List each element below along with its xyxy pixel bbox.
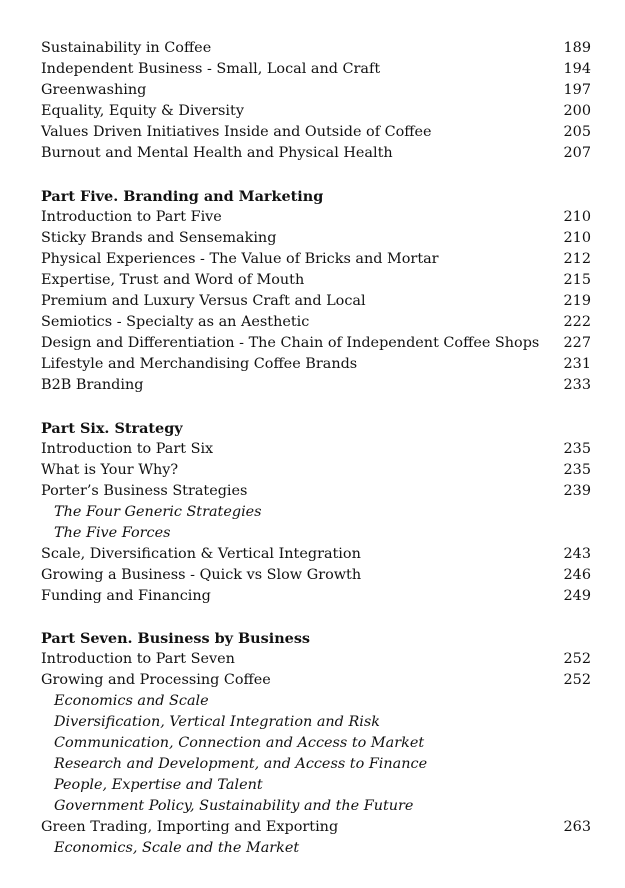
toc-entry-page: 222 [563, 314, 591, 330]
toc-entry [41, 544, 591, 565]
toc-entry-page: 233 [563, 377, 591, 393]
toc-subentry [41, 523, 591, 544]
toc-subentry-title: Communication, Connection and Access to Market [54, 735, 425, 751]
toc-entry-title: Introduction to Part Seven [41, 651, 235, 667]
toc-entry-page: 197 [563, 82, 591, 98]
toc-entry-title: What is Your Why? [41, 462, 179, 478]
toc-entry-page: 219 [563, 293, 591, 309]
toc-entry-page: 215 [563, 272, 591, 288]
toc-entry [41, 80, 591, 101]
toc-entry-page: 249 [563, 588, 591, 604]
toc-entry-title: Introduction to Part Five [41, 209, 222, 225]
toc-entry-title: Porter’s Business Strategies [41, 483, 248, 499]
toc-entry-page: 212 [563, 251, 591, 267]
toc-entry-title: Funding and Financing [41, 588, 211, 604]
toc-entry-title: Semiotics - Specialty as an Aesthetic [41, 314, 310, 330]
toc-entry-page: 200 [563, 103, 591, 119]
toc-subentry [41, 838, 591, 859]
toc-entry [41, 312, 591, 333]
toc-entry-title: Design and Differentiation - The Chain of Independent Coffee Shops [41, 335, 540, 351]
toc-subentry [41, 796, 591, 817]
toc-entry-title: Sticky Brands and Sensemaking [41, 230, 277, 246]
toc-entry-title: Equality, Equity & Diversity [41, 103, 244, 119]
toc-entry-title: Growing a Business - Quick vs Slow Growth [41, 567, 362, 583]
toc-subentry-title: Research and Development, and Access to Finance [54, 756, 428, 772]
toc-subentry-title: Government Policy, Sustainability and the Future [54, 798, 414, 814]
toc-entry-title: Lifestyle and Merchandising Coffee Brands [41, 356, 358, 372]
part-heading: Part Five. Branding and Marketing [41, 188, 324, 205]
toc-entry-title: Greenwashing [41, 82, 147, 98]
toc-entry-page: 207 [563, 145, 591, 161]
toc-subentry-title: Diversification, Vertical Integration and Risk [54, 714, 381, 730]
toc-entry-page: 235 [563, 441, 591, 457]
toc-entry [41, 38, 591, 59]
toc-entry-page: 252 [563, 672, 591, 688]
toc-entry-title: Introduction to Part Six [41, 441, 214, 457]
toc-subentry [41, 733, 591, 754]
toc-entry-page: 243 [563, 546, 591, 562]
toc-subentry [41, 502, 591, 523]
toc-entry-page: 205 [563, 124, 591, 140]
toc-subentry [41, 691, 591, 712]
toc-entry [41, 333, 591, 354]
toc-entry [41, 249, 591, 270]
toc-entry [41, 565, 591, 586]
toc-entry [41, 354, 591, 375]
toc-entry-page: 231 [563, 356, 591, 372]
toc-section-part-six [41, 418, 591, 607]
toc-entry-title: Scale, Diversification & Vertical Integration [41, 546, 361, 562]
toc-subentry-title: The Four Generic Strategies [54, 504, 262, 520]
toc-entry-page: 246 [563, 567, 591, 583]
toc-entry [41, 122, 591, 143]
toc-entry-title: Growing and Processing Coffee [41, 672, 271, 688]
toc-entry-page: 263 [563, 819, 591, 835]
toc-entry [41, 375, 591, 396]
toc-entry-title: Burnout and Mental Health and Physical Health [41, 145, 393, 161]
toc-entry [41, 207, 591, 228]
toc-entry-title: Green Trading, Importing and Exporting [41, 819, 339, 835]
toc-entry-title: B2B Branding [41, 377, 144, 393]
toc-subentry-title: People, Expertise and Talent [54, 777, 263, 793]
toc-entry [41, 817, 591, 838]
toc-entry [41, 481, 591, 502]
toc-entry [41, 586, 591, 607]
toc-entry-title: Physical Experiences - The Value of Bricks and Mortar [41, 251, 439, 267]
toc-entry [41, 59, 591, 80]
toc-subentry [41, 712, 591, 733]
toc-entry-page: 227 [563, 335, 591, 351]
toc-subentry-title: Economics, Scale and the Market [54, 840, 300, 856]
toc-entry [41, 291, 591, 312]
toc-entry [41, 143, 591, 164]
part-heading: Part Seven. Business by Business [41, 630, 311, 647]
toc-subentry [41, 775, 591, 796]
toc-entry-page: 189 [563, 40, 591, 56]
toc-entry-page: 210 [563, 209, 591, 225]
toc-entry-page: 252 [563, 651, 591, 667]
toc-entry-page: 235 [563, 462, 591, 478]
toc-entry-title: Expertise, Trust and Word of Mouth [41, 272, 305, 288]
toc-entry-title: Sustainability in Coffee [41, 40, 212, 56]
toc-entry-page: 239 [563, 483, 591, 499]
toc-subentry-title: Economics and Scale [54, 693, 209, 709]
toc-section-continuation [41, 38, 591, 164]
toc-entry-title: Independent Business - Small, Local and Craft [41, 61, 381, 77]
toc-entry-page: 194 [563, 61, 591, 77]
toc-entry-title: Premium and Luxury Versus Craft and Local [41, 293, 366, 309]
toc-entry [41, 460, 591, 481]
toc-entry [41, 649, 591, 670]
toc-section-part-seven [41, 628, 591, 859]
toc-subentry-title: The Five Forces [54, 525, 171, 541]
toc-entry [41, 101, 591, 122]
toc-entry-page: 210 [563, 230, 591, 246]
toc-section-part-five [41, 186, 591, 396]
toc-entry [41, 439, 591, 460]
toc-entry [41, 670, 591, 691]
part-heading: Part Six. Strategy [41, 420, 183, 437]
toc-entry [41, 228, 591, 249]
toc-subentry [41, 754, 591, 775]
toc-entry-title: Values Driven Initiatives Inside and Outside of Coffee [41, 124, 432, 140]
toc-entry [41, 270, 591, 291]
